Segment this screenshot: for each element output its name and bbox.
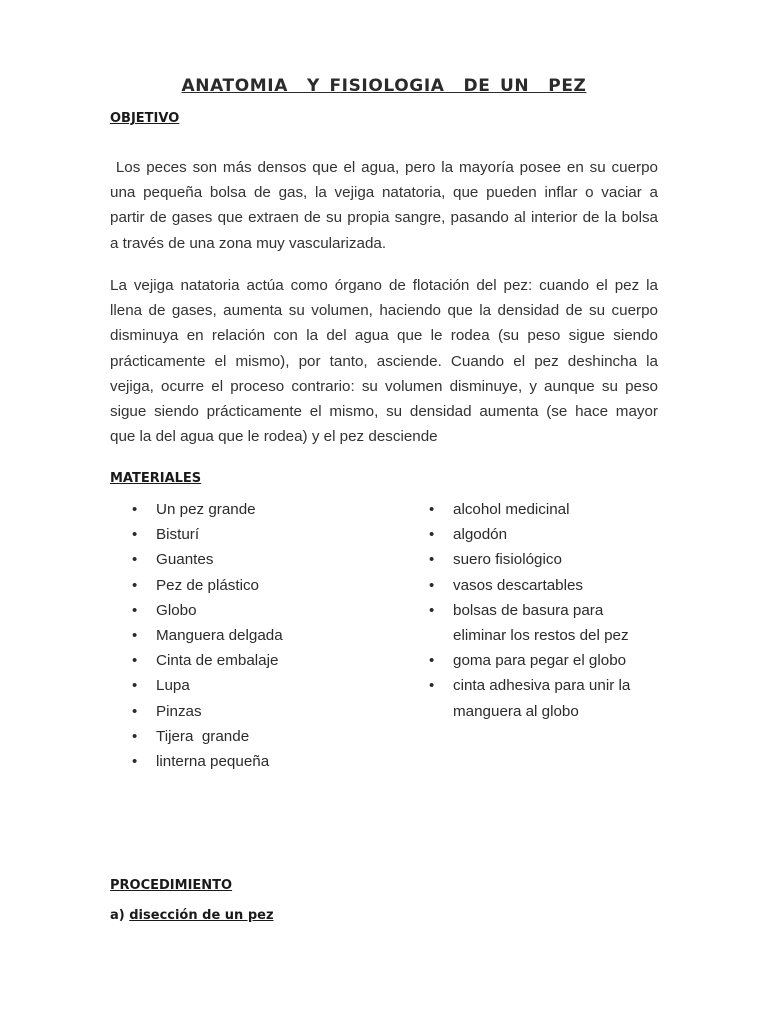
bullet-icon: •: [429, 501, 435, 518]
step-a-prefix: a): [110, 908, 125, 923]
list-item: • vasos descartables: [407, 573, 630, 598]
paragraph-2-line: que la del agua que le rodea) y el pez desciende: [110, 428, 438, 446]
list-item: • suero fisiológico: [407, 547, 630, 572]
bullet-icon: •: [132, 501, 138, 518]
paragraph-2-line: prácticamente el mismo), por tanto, asciende. Cuando el pez deshincha la: [110, 352, 658, 370]
paragraph-2: [110, 273, 658, 449]
paragraph-2-line: sigue siendo prácticamente el mismo, su densidad aumenta (se hace mayor: [110, 403, 658, 421]
bullet-icon: •: [132, 627, 138, 645]
list-item: • Pez de plástico: [110, 573, 283, 598]
bullet-icon: •: [132, 702, 138, 720]
list-item: • Manguera delgada: [110, 623, 283, 648]
bullet-icon: •: [132, 526, 138, 544]
list-item: • Globo: [110, 598, 283, 623]
bullet-icon: •: [132, 551, 138, 569]
paragraph-1-line: partir de gases que extraen de su propia sangre, pasando al interior de la bolsa: [110, 209, 658, 227]
bullet-icon: •: [132, 601, 138, 619]
paragraph-2-line: vejiga, ocurre el proceso contrario: su volumen disminuye, y aunque su peso: [110, 377, 658, 395]
list-item: • Tijera grande: [110, 724, 283, 749]
materials-list-right: [407, 497, 630, 724]
procedure-step-a: [110, 908, 274, 923]
objetivo-heading: OBJETIVO: [110, 111, 180, 126]
bullet-icon: •: [429, 551, 435, 569]
list-item: • Bisturí: [110, 522, 283, 547]
bullet-icon: •: [132, 652, 138, 670]
list-item: • alcohol medicinal: [407, 497, 630, 522]
bullet-icon: •: [132, 576, 138, 594]
materiales-heading: MATERIALES: [110, 471, 202, 486]
bullet-icon: •: [429, 526, 435, 544]
list-item: • bolsas de basura para eliminar los restos del pez: [407, 598, 630, 648]
bullet-icon: •: [132, 677, 138, 695]
procedimiento-heading: PROCEDIMIENTO: [110, 878, 233, 893]
list-item: • Pinzas: [110, 699, 283, 724]
list-item: • Cinta de embalaje: [110, 648, 283, 673]
list-item: • Lupa: [110, 673, 283, 698]
bullet-icon: •: [429, 576, 435, 594]
bullet-icon: •: [429, 652, 435, 670]
bullet-icon: •: [132, 727, 138, 745]
bullet-icon: •: [429, 601, 435, 619]
paragraph-1-line: una pequeña bolsa de gas, la vejiga natatoria, que pueden inflar o vaciar a: [110, 184, 658, 202]
list-item: • Un pez grande: [110, 497, 283, 522]
list-item: • linterna pequeña: [110, 749, 283, 774]
list-item: • Guantes: [110, 547, 283, 572]
list-item: • cinta adhesiva para unir la manguera al globo: [407, 673, 630, 723]
step-a-title: disección de un pez: [129, 908, 274, 923]
paragraph-1: [110, 155, 658, 256]
paragraph-2-line: La vejiga natatoria actúa como órgano de flotación del pez: cuando el pez la: [110, 277, 658, 294]
document-title: ANATOMIA Y FISIOLOGIA DE UN PEZ: [181, 76, 587, 96]
bullet-icon: •: [429, 677, 435, 695]
paragraph-2-line: disminuya en relación con la del agua que le rodea (su peso sigue siendo: [110, 327, 658, 345]
paragraph-2-line: llena de gases, aumenta su volumen, haciendo que la densidad de su cuerpo: [110, 302, 658, 320]
paragraph-1-line: Los peces son más densos que el agua, pero la mayoría posee en su cuerpo: [110, 159, 658, 176]
list-item: • goma para pegar el globo: [407, 648, 630, 673]
bullet-icon: •: [132, 753, 138, 771]
paragraph-1-line: a través de una zona muy vascularizada.: [110, 234, 387, 252]
materials-list-left: [110, 497, 283, 774]
list-item: • algodón: [407, 522, 630, 547]
